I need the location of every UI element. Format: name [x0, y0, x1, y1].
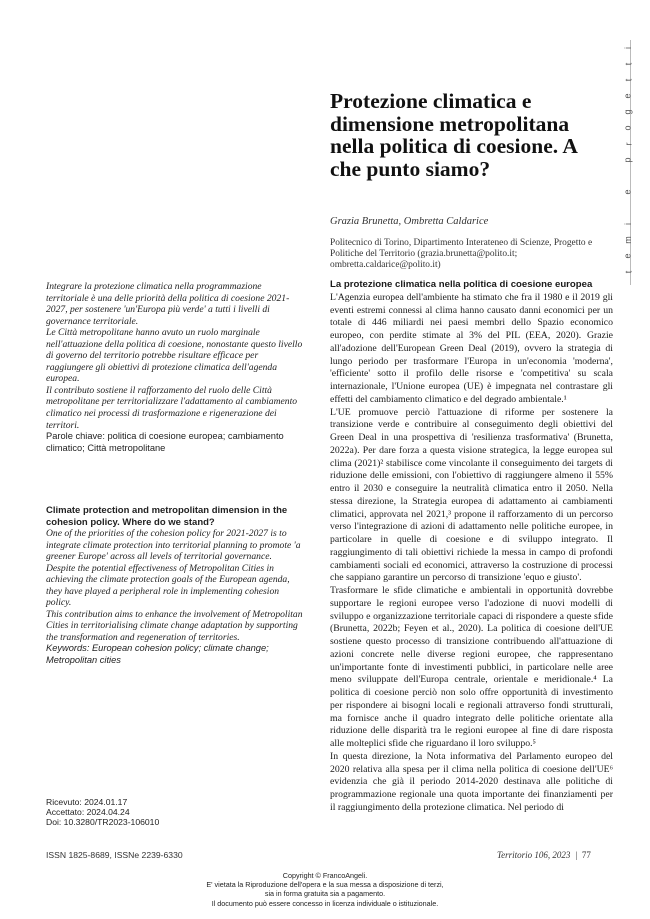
abstract-it-paragraph: Le Città metropolitane hanno avuto un ruolo marginale nell'attuazione della politica di coesione, nonostante questo livello di governo del territorio potrebbe risultare efficace per raggiungere gli obiettivi di protezione climatica dell'agenda europea. [46, 327, 303, 385]
section-heading: La protezione climatica nella politica di coesione europea [330, 279, 593, 290]
page-footer [497, 850, 591, 860]
received-date: Ricevuto: 2024.01.17 [46, 797, 128, 807]
submission-dates [46, 797, 266, 827]
side-label-letter: t [622, 62, 633, 66]
issn-footer: ISSN 1825-8689, ISSNe 2239-6330 [46, 850, 183, 860]
abstract-en-paragraph: Despite the potential effectiveness of Metropolitan Cities in achieving the climate protection goals of the European agenda, they have played a peripheral role in implementing cohesion policy. [46, 562, 290, 609]
copyright-line: Copyright © FrancoAngeli. [282, 871, 368, 880]
article-title: Protezione climatica e dimensione metropolitana nella politica di coesione. A che punto siamo? [330, 89, 577, 181]
body-paragraph: In questa direzione, la Nota informativa del Parlamento europeo del 2020 relativa alla spesa per il clima nella politica di coesione dell'UE⁶ evidenzia che già il periodo 2014-2020 destinava alle politiche di programmazione regionale una quota importante dei finanziamenti per il raggiungimento della protezione climatica. Nel periodo di [330, 750, 613, 813]
footer-separator: | [574, 850, 578, 860]
abstract-italian [46, 281, 306, 454]
copyright-notice [0, 871, 650, 908]
side-label-letter: t [622, 78, 633, 82]
side-label-letter [624, 207, 640, 210]
abstract-en-title: Climate protection and metropolitan dimension in the cohesion policy. Where do we stand? [46, 505, 288, 528]
side-label-letter: e [622, 189, 633, 195]
journal-issue: Territorio 106, 2023 [497, 850, 571, 860]
side-label-letter: o [622, 125, 633, 131]
side-label-letter: t [622, 270, 633, 274]
side-label-letter: p [622, 157, 633, 163]
side-label-letter: m [623, 236, 633, 244]
keywords-it: Parole chiave: politica di coesione europea; cambiamento climatico; Città metropolitane [46, 431, 284, 453]
abstract-it-paragraph: Integrare la protezione climatica nella programmazione territoriale è una delle priorità della politica di coesione 2021-2027, per sostenere 'un'Europa più verde' a tutti i livelli di governance territoriale. [46, 281, 290, 327]
affiliation: Politecnico di Torino, Dipartimento Interateneo di Scienze, Progetto e Politiche del Territorio (grazia.brunetta@polito.it; ombretta.caldarice@polito.it) [330, 238, 593, 270]
body-paragraph: L'UE promuove perciò l'attuazione di riforme per sostenere la transizione verde e contribuire al conseguimento degli obiettivi del Green Deal in una prospettiva di 'resilienza trasformativa' (Brunetta, 2022a). Per dare forza a questa visione strategica, la legge europea sul clima (2021)² stabilisce come vincolante il conseguimento dei targets di riduzione delle emissioni, con l'obiettivo di raggiungere almeno il 55% entro il 2030 e conseguire la neutralità climatica entro il 2050. Nella stessa direzione, la Strategia europea di adattamento ai cambiamenti climatici, approvata nel 2021,³ propone il rafforzamento di un percorso verso l'integrazione di azioni di adattamento nelle politiche europee, in particolare in quelle di coesione e di sviluppo integrato. Il raggiungimento di tali obiettivi richiede la messa in campo di profondi cambiamenti sociali ed economici, attraverso la costruzione di processi che sappiano garantire un percorso di transizione 'equo e giusto'. [330, 406, 613, 584]
doi: Doi: 10.3280/TR2023-106010 [46, 817, 160, 827]
section-label-vertical [622, 40, 642, 280]
side-label-letter: e [622, 253, 633, 259]
body-paragraph: L'Agenzia europea dell'ambiente ha stimato che fra il 1980 e il 2019 gli eventi estremi connessi al clima hanno causato danni economici per un totale di 446 miliardi nei paesi membri dello Spazio economico europeo, con perdite stimate al 3% del PIL (EEA, 2020). Grazie all'adozione dell'European Green Deal (2019), ovvero la strategia di lungo periodo per trasformare l'Europa in un'economia 'moderna', 'efficiente' sotto il profilo delle risorse e 'competitiva' su scala internazionale, l'Unione europea (UE) è impegnata nel contrastare gli effetti del cambiamento climatico e del degrado ambientale.¹ [330, 291, 613, 405]
copyright-line: sia in forma gratuita sia a pagamento. [264, 889, 386, 899]
copyright-line: Il documento può essere concesso in licenza individuale o istituzionale. [211, 898, 439, 908]
abstract-en-paragraph: This contribution aims to enhance the involvement of Metropolitan Cities in territorialising climate change adaptation by supporting the transformation and regeneration of territories. [46, 608, 303, 643]
authors: Grazia Brunetta, Ombretta Caldarice [330, 216, 489, 227]
abstract-en-paragraph: One of the priorities of the cohesion policy for 2021-2027 is to integrate climate protection into territorial planning to promote 'a greener Europe' across all levels of territorial governance. [46, 528, 301, 563]
accepted-date: Accettato: 2024.04.24 [46, 807, 130, 817]
body-paragraph: Trasformare le sfide climatiche e ambientali in opportunità dovrebbe supportare le regioni europee verso l'adozione di nuovi modelli di sviluppo e organizzazione territoriale capaci di rispondere a queste sfide (Brunetta, 2022b; Feyen et al., 2020). La politica di coesione dell'UE sostiene questo processo di transizione contribuendo all'attuazione di azioni concrete nelle diverse regioni europee, che rappresentano un'importante fonte di investimenti pubblici, in particolare nelle aree meno sviluppate dell'Europa centrale, orientale e meridionale.⁴ La politica di coesione perciò non solo offre opportunità di investimento per rispondere ai bisogni locali e regionali attraverso fondi strutturali, ma fornisce anche il quadro integrato delle politiche orientate alla riduzione delle disparità tra le regioni europee al fine di dare risposta alle molteplici sfide che riguardano il loro sviluppo.⁵ [330, 585, 613, 749]
side-label-letter: i [623, 223, 633, 225]
side-label-letter: r [623, 142, 633, 146]
abstract-english [46, 505, 306, 667]
abstract-it-paragraph: Il contributo sostiene il rafforzamento del ruolo delle Città metropolitane per territorializzare l'adattamento al cambiamento climatico nei processi di trasformazione e rigenerazione dei territori. [46, 384, 298, 431]
side-label-letter [624, 175, 640, 178]
article-body [330, 279, 613, 815]
side-label-letter: e [622, 93, 633, 99]
side-label-letter: i [623, 47, 633, 49]
side-label-letter: g [622, 109, 633, 115]
copyright-line: E' vietata la Riproduzione dell'opera e la sua messa a disposizione di terzi, [206, 880, 444, 890]
page-number: 77 [581, 850, 591, 860]
keywords-en: Keywords: European cohesion policy; climate change; Metropolitan cities [46, 643, 269, 666]
